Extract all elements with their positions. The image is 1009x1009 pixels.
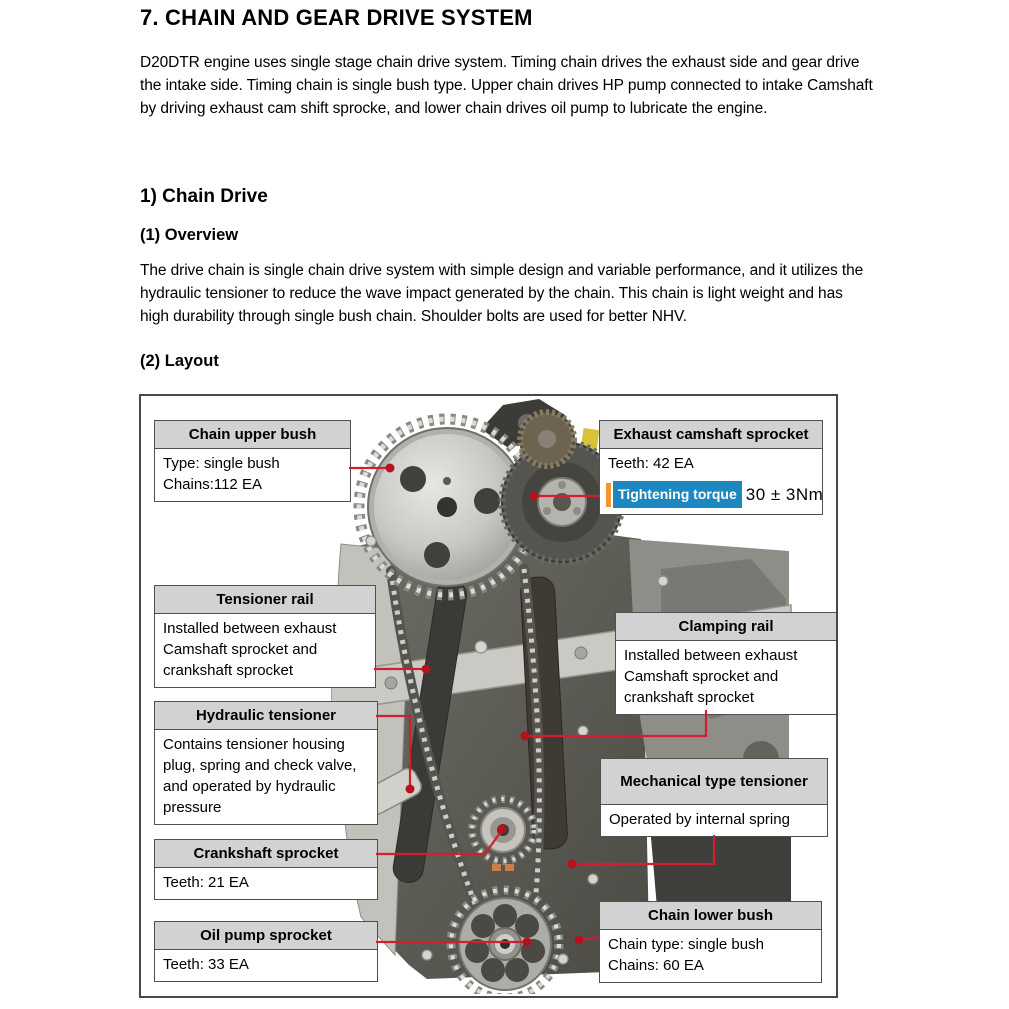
callout-body bbox=[155, 950, 377, 981]
callout-title: Chain lower bush bbox=[600, 902, 821, 930]
callout-title: Mechanical type tensioner bbox=[601, 759, 827, 805]
overview-paragraph: The drive chain is single chain drive system with simple design and variable performance, and it utilizes the hydraulic tensioner to reduce the wave impact generated by the chain. This chain is light weight and has high durability through single bush chain. Shoulder bolts are used for better NHV. bbox=[140, 262, 864, 325]
callout-line: crankshaft sprocket bbox=[163, 662, 294, 679]
torque-badge: Tightening torque bbox=[613, 481, 742, 508]
callout-oil-pump-sprocket bbox=[154, 921, 378, 982]
callout-line: Camshaft sprocket and bbox=[624, 668, 779, 685]
torque-orange-bar-icon bbox=[606, 483, 611, 507]
callout-line: plug, spring and check valve, bbox=[163, 757, 357, 774]
callout-line: Teeth: 33 EA bbox=[163, 956, 249, 973]
callout-title: Chain upper bush bbox=[155, 421, 350, 449]
callout-body bbox=[600, 449, 822, 514]
callout-line: Teeth: 21 EA bbox=[163, 874, 249, 891]
callout-line: Chains: 60 EA bbox=[608, 957, 704, 974]
callout-body bbox=[600, 930, 821, 982]
callout-line: Chains:112 EA bbox=[163, 476, 262, 493]
callout-crankshaft-sprocket bbox=[154, 839, 378, 900]
callout-line: Installed between exhaust bbox=[624, 647, 798, 664]
callout-line: Teeth: 42 EA bbox=[608, 455, 694, 472]
subsection-heading-overview: (1) Overview bbox=[140, 226, 239, 244]
callout-line: and operated by hydraulic bbox=[163, 778, 336, 795]
callout-chain-lower-bush bbox=[599, 901, 822, 983]
callout-title: Hydraulic tensioner bbox=[155, 702, 377, 730]
callout-line: Contains tensioner housing bbox=[163, 736, 345, 753]
callout-line: pressure bbox=[163, 799, 222, 816]
callout-line: crankshaft sprocket bbox=[624, 689, 755, 706]
callout-title: Oil pump sprocket bbox=[155, 922, 377, 950]
tightening-torque-row bbox=[606, 481, 824, 508]
callout-line: Camshaft sprocket and bbox=[163, 641, 318, 658]
callout-line: Type: single bush bbox=[163, 455, 280, 472]
callout-body bbox=[155, 730, 377, 824]
torque-value: 30 ± 3Nm bbox=[745, 485, 824, 504]
callout-mechanical-type-tensioner bbox=[600, 758, 828, 837]
callout-body bbox=[616, 641, 836, 714]
callout-chain-upper-bush bbox=[154, 420, 351, 502]
callout-body bbox=[601, 805, 827, 836]
section-heading-chain-drive: 1) Chain Drive bbox=[140, 186, 268, 207]
callout-body bbox=[155, 868, 377, 899]
callout-line: Operated by internal spring bbox=[609, 811, 790, 828]
page-title: 7. CHAIN AND GEAR DRIVE SYSTEM bbox=[140, 5, 533, 30]
callout-title: Exhaust camshaft sprocket bbox=[600, 421, 822, 449]
callout-hydraulic-tensioner bbox=[154, 701, 378, 825]
layout-diagram bbox=[139, 394, 838, 998]
callout-tensioner-rail bbox=[154, 585, 376, 688]
callout-title: Tensioner rail bbox=[155, 586, 375, 614]
callout-line: Chain type: single bush bbox=[608, 936, 764, 953]
callout-clamping-rail bbox=[615, 612, 837, 715]
callout-body bbox=[155, 449, 350, 501]
callout-title: Clamping rail bbox=[616, 613, 836, 641]
callout-title: Crankshaft sprocket bbox=[155, 840, 377, 868]
callout-body bbox=[155, 614, 375, 687]
callout-line: Installed between exhaust bbox=[163, 620, 337, 637]
subsection-heading-layout: (2) Layout bbox=[140, 352, 219, 370]
callout-exhaust-camshaft-sprocket bbox=[599, 420, 823, 515]
intro-paragraph: D20DTR engine uses single stage chain drive system. Timing chain drives the exhaust side and gear drive the intake side. Timing chain is single bush type. Upper chain drives HP pump connected to intake Camshaft by driving exhaust cam shift sprocke, and lower chain drives oil pump to lubricate the engine. bbox=[140, 54, 873, 117]
